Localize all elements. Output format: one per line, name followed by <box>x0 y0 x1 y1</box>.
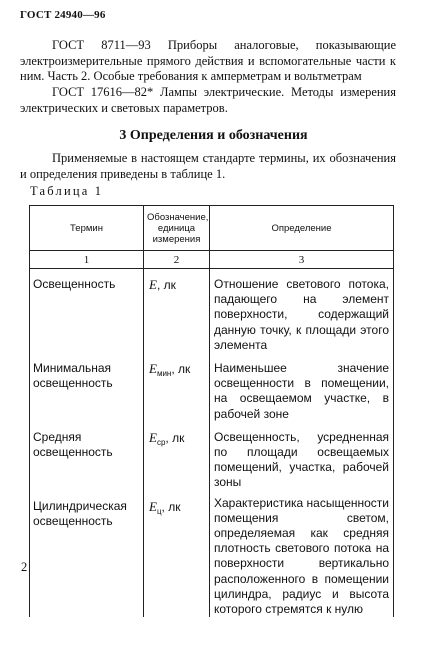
symbol: E <box>149 498 157 514</box>
header-designation: Обозначение, единица измерения <box>144 206 210 251</box>
designation-cell <box>144 353 210 422</box>
unit: , лк <box>161 499 181 514</box>
symbol: E <box>149 361 157 377</box>
definition-cell: Освещенность, усредненная по площади освещаемых помещений, участка, рабочей зоны <box>210 422 394 491</box>
term-cell: Цилиндрическая освещенность <box>30 491 144 618</box>
designation-cell <box>144 422 210 491</box>
definition-cell: Характеристика насыщенности помещения светом, определяемая как средняя плотность светового потока на поверхности вертикально расположенного в помещении цилиндра, радиус и высота которого стремятся к нулю <box>210 491 394 618</box>
table-label: Таблица 1 <box>30 184 104 198</box>
unit: , лк <box>171 362 191 377</box>
designation-cell <box>144 269 210 354</box>
column-number: 2 <box>144 251 210 269</box>
definitions-table <box>29 205 394 617</box>
document-header: ГОСТ 24940—96 <box>20 9 106 21</box>
table-header-row <box>30 206 394 251</box>
subscript: ср <box>156 437 166 447</box>
designation-cell <box>144 491 210 618</box>
page-number: 2 <box>21 560 28 574</box>
term-cell: Освещенность <box>30 269 144 354</box>
header-term: Термин <box>30 206 144 251</box>
unit: , лк <box>165 430 185 445</box>
term-cell: Минимальная освещенность <box>30 353 144 422</box>
unit: , лк <box>156 278 176 292</box>
table-row <box>30 422 394 491</box>
subscript: мин <box>156 369 172 379</box>
column-number: 1 <box>30 251 144 269</box>
intro-paragraph <box>20 151 396 182</box>
table-row <box>30 269 394 354</box>
intro-text: Применяемые в настоящем стандарте термины, их обозначения и определения приведены в таблице 1. <box>20 151 396 181</box>
symbol: E <box>149 429 157 445</box>
paragraph-gost-8711 <box>20 38 396 85</box>
table-row <box>30 491 394 618</box>
column-number-row <box>30 251 394 269</box>
definition-cell: Наименьшее значение освещенности в помещении, на освещаемом участке, в рабочей зоне <box>210 353 394 422</box>
header-definition: Определение <box>210 206 394 251</box>
paragraph-text: ГОСТ 8711—93 Приборы аналоговые, показывающие электроизмерительные прямого действия и вспомогательные части к ним. Часть 2. Особые требования к амперметрам и вольтметрам <box>20 38 396 83</box>
column-number: 3 <box>210 251 394 269</box>
paragraph-gost-17616 <box>20 85 396 116</box>
table-row <box>30 353 394 422</box>
section-title: 3 Определения и обозначения <box>119 128 308 143</box>
paragraph-text: ГОСТ 17616—82* Лампы электрические. Методы измерения электрических и световых параметров. <box>20 85 396 115</box>
definition-cell: Отношение светового потока, падающего на элемент поверхности, содержащий данную точку, к площади этого элемента <box>210 269 394 354</box>
subscript: ц <box>156 506 162 516</box>
symbol: E <box>149 277 157 292</box>
term-cell: Средняя освещенность <box>30 422 144 491</box>
